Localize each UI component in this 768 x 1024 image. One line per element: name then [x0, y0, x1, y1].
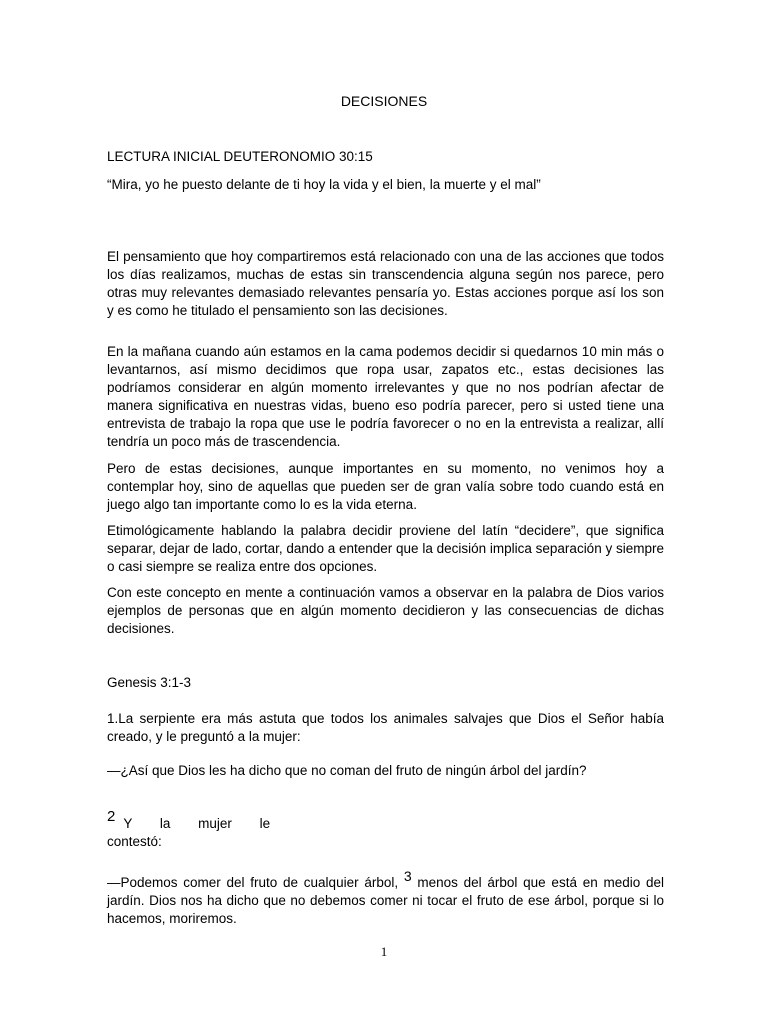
verse-3-number: 3	[403, 868, 412, 884]
paragraph-intro: El pensamiento que hoy compartiremos está relacionado con una de las acciones que todos los días realizamos, muchas de estas sin transcendencia alguna según nos parece, pero otras muy relevantes demasiado relevantes pensaría yo. Estas acciones porque así los son y es como he titulado el pensamiento son las decisiones.	[107, 249, 664, 318]
paragraph-morning: En la mañana cuando aún estamos en la cama podemos decidir si quedarnos 10 min más o levantarnos, así mismo decidimos que ropa usar, zapatos etc., estas decisiones las podríamos considerar en algún momento irrelevantes y que no nos podrían afectar de manera significativa en nuestras vidas, bueno eso podría parecer, pero si usted tiene una entrevista de trabajo la ropa que use le podría favorecer o no en la entrevista a realizar, allí tendría un poco más de trascendencia.	[107, 344, 664, 449]
dialogue-serpent: —¿Así que Dios les ha dicho que no coman del fruto de ningún árbol del jardín?	[107, 763, 587, 778]
verse-2	[107, 808, 664, 833]
document-title: DECISIONES	[340, 93, 428, 109]
paragraph-concept: Con este concepto en mente a continuación vamos a observar en la palabra de Dios varios ejemplos de personas que en algún momento decidieron y las consecuencias de dichas decisiones.	[107, 585, 664, 636]
dialogue-woman	[107, 868, 664, 928]
paragraph-eternal-life: Pero de estas decisiones, aunque importantes en su momento, no venimos hoy a contemplar hoy, sino de aquellas que pueden ser de gran valía sobre todo cuando está en juego algo tan importante como lo es la vida eterna.	[107, 461, 664, 512]
verse-2-number: 2	[107, 808, 116, 825]
page-number: 1	[380, 944, 388, 959]
reading-heading: LECTURA INICIAL DEUTERONOMIO 30:15	[107, 149, 373, 164]
paragraph-etymology: Etimológicamente hablando la palabra decidir proviene del latín “decidere”, que significa separar, dejar de lado, cortar, dando a entender que la decisión implica separación y siempre o casi siempre se realiza entre dos opciones.	[107, 523, 664, 574]
verse-1: 1.La serpiente era más astuta que todos los animales salvajes que Dios el Señor había creado, y le preguntó a la mujer:	[107, 711, 664, 744]
dialogue-woman-start: —Podemos comer del fruto de cualquier árbol,	[107, 875, 399, 890]
dialogue-woman-end: menos del árbol que está en medio del jardín. Dios nos ha dicho que no debemos comer ni tocar el fruto de ese árbol, porque si lo hacemos, moriremos.	[107, 875, 664, 926]
opening-quote: “Mira, yo he puesto delante de ti hoy la vida y el bien, la muerte y el mal”	[107, 177, 541, 192]
verse-2-line1: Y la mujer le	[123, 816, 271, 831]
scripture-reference: Genesis 3:1-3	[107, 675, 192, 690]
verse-2-continuation: contestó:	[107, 834, 162, 849]
